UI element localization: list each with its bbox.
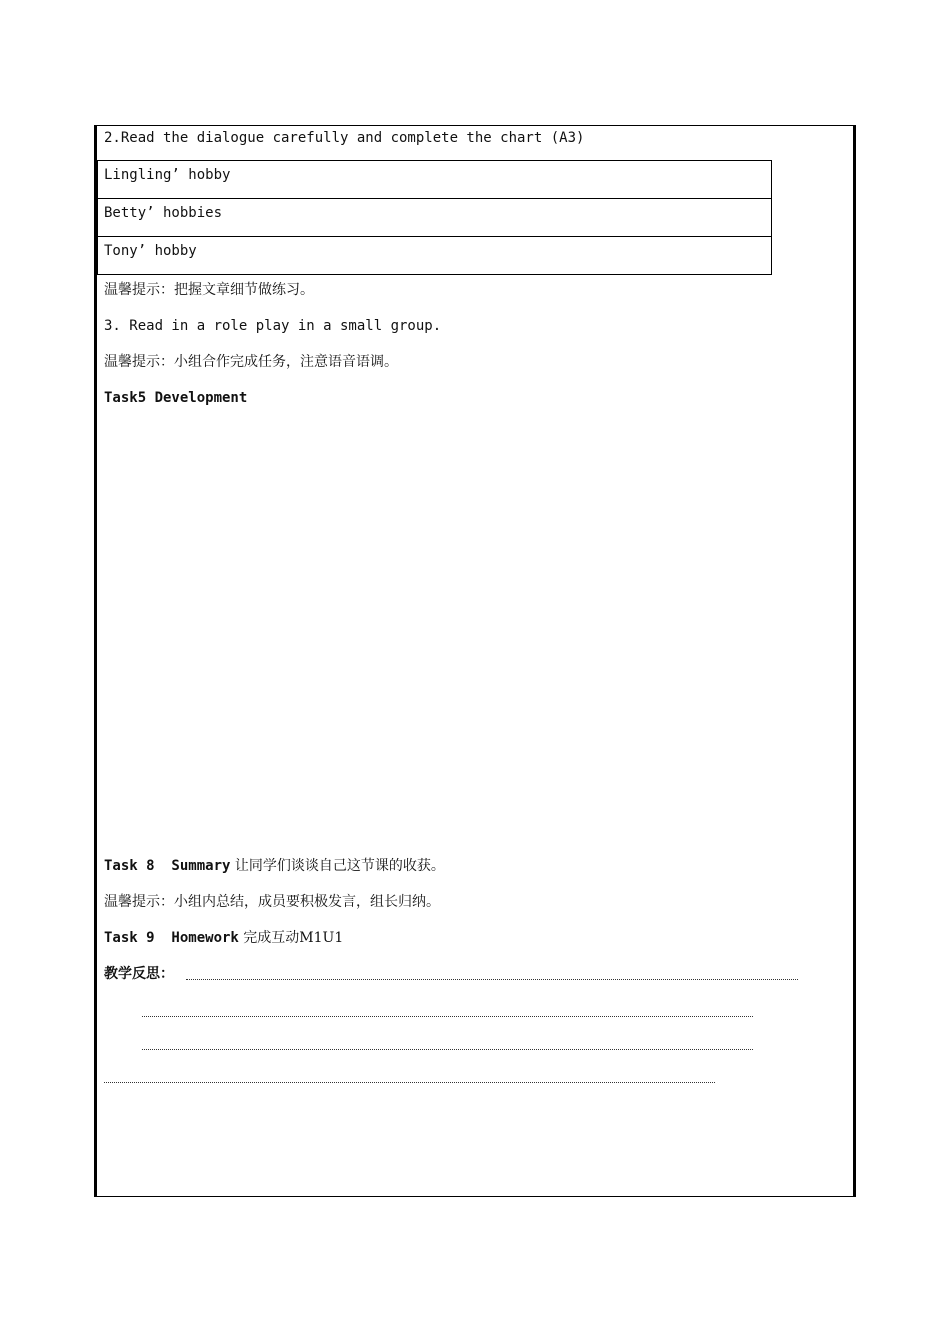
reflection-label: 教学反思： xyxy=(104,966,174,982)
task3-heading: 3. Read in a role play in a small group. xyxy=(104,318,442,334)
task8-text: 让同学们谈谈自己这节课的收获。 xyxy=(230,858,445,874)
chart-cell-lingling: Lingling’ hobby xyxy=(98,161,772,199)
task2-tip: 温馨提示：把握文章细节做练习。 xyxy=(104,282,314,298)
reflection-line-2 xyxy=(142,1016,753,1017)
hobby-chart xyxy=(97,160,772,275)
task9-text: 完成互动M1U1 xyxy=(238,930,344,946)
table-row xyxy=(98,199,772,237)
reflection-line-4 xyxy=(104,1082,715,1083)
task8-line xyxy=(104,857,445,875)
table-row xyxy=(98,237,772,275)
task9-label: Task 9 Homework xyxy=(104,930,239,946)
task9-line xyxy=(104,929,343,947)
task2-heading: 2.Read the dialogue carefully and complete the chart (A3) xyxy=(104,130,585,146)
table-row xyxy=(98,161,772,199)
task8-label: Task 8 Summary xyxy=(104,858,231,874)
task3-tip: 温馨提示：小组合作完成任务，注意语音语调。 xyxy=(104,354,398,370)
reflection-line-3 xyxy=(142,1049,753,1050)
reflection-line-1 xyxy=(186,979,798,980)
chart-cell-tony: Tony’ hobby xyxy=(98,237,772,275)
task5-heading: Task5 Development xyxy=(104,390,248,406)
chart-cell-betty: Betty’ hobbies xyxy=(98,199,772,237)
task8-tip: 温馨提示：小组内总结，成员要积极发言，组长归纳。 xyxy=(104,894,440,910)
